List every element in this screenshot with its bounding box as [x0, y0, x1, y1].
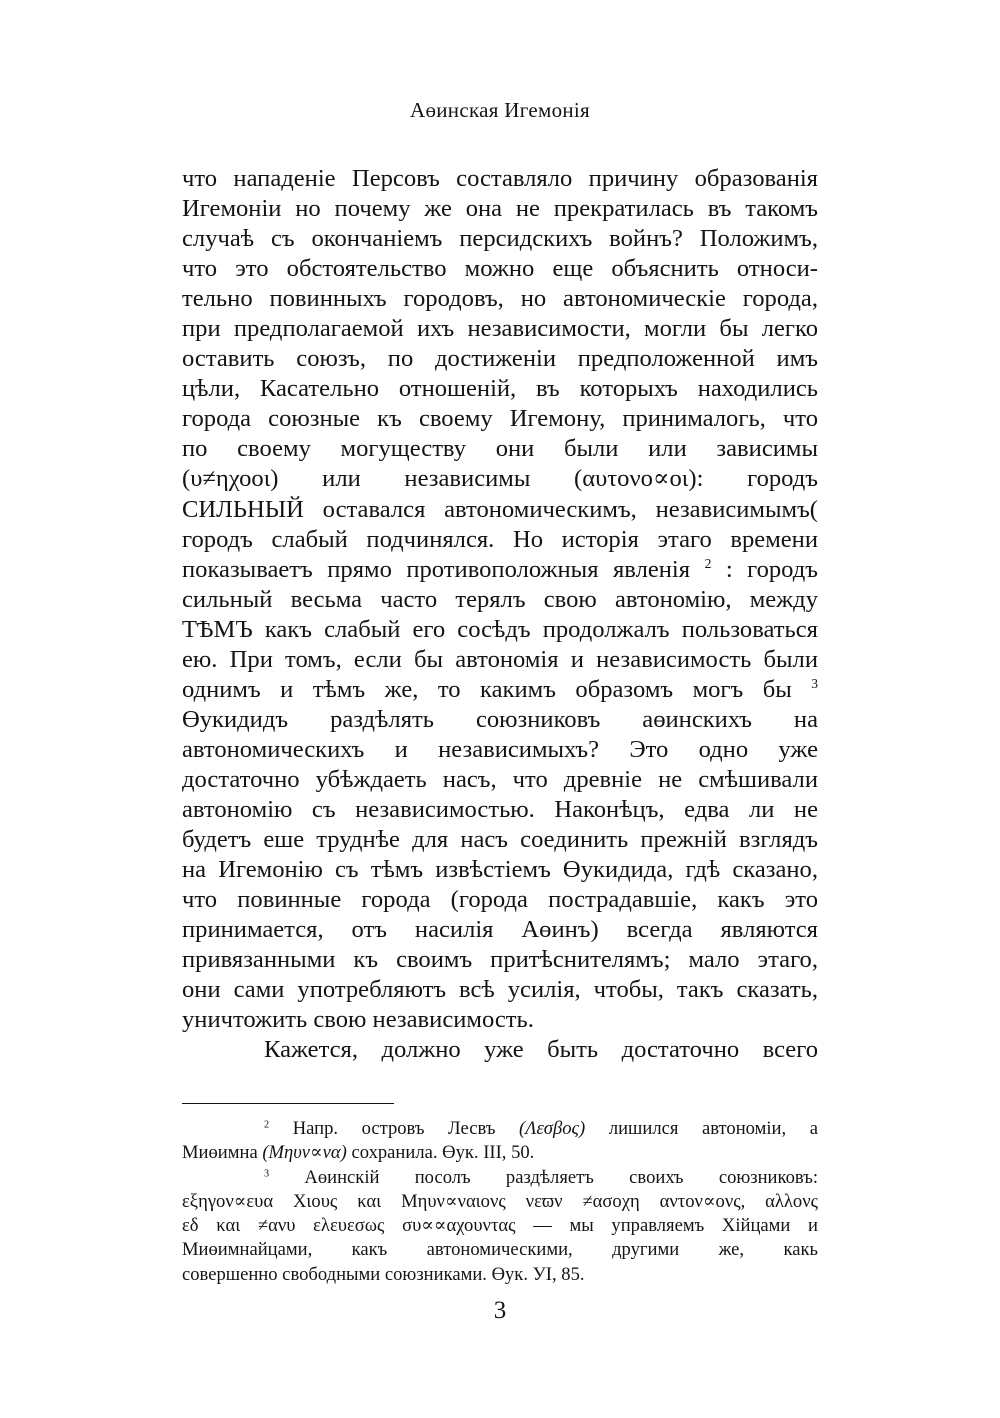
text-line: городъ слабый подчинялся. Но исторія этаго времени	[182, 525, 818, 553]
footnote-separator	[182, 1103, 394, 1104]
footnote-3-line: Миөимнайцами, какъ автономическими, другими же, какь	[182, 1239, 818, 1261]
footnote-number: 2	[264, 1119, 270, 1131]
text-line-part: показываетъ прямо противоположныя явленія	[182, 555, 691, 583]
footnote-3-greek-line: εδ και ≠ανυ ελευεσως συ∝∝αχουντας — мы управляемъ Хійцами и	[182, 1215, 818, 1237]
text-line: они сами употребляютъ всѣ усилія, чтобы, такъ сказать,	[182, 976, 818, 1004]
text-line: СИЛЬНЫЙ оставался автономическимъ, независимымъ(	[182, 495, 818, 523]
greek-term: (Λεσβος)	[519, 1118, 586, 1139]
text-line: ею. При томъ, если бы автономія и независимость были	[182, 645, 818, 673]
text-line: на Игемонію съ тѣмъ извѣстіемъ Өукидида, гдѣ сказано,	[182, 856, 818, 884]
footnote-3-line: $^3$ Аөинскій посолъ раздѣляетъ своихъ союзниковъ:	[264, 1166, 818, 1188]
paragraph-end-line: уничтожить свою независимость.	[182, 1006, 534, 1034]
footnote-number: 3	[264, 1167, 270, 1179]
text-line: цѣли, Касательно отношеній, въ которыхъ находились	[182, 375, 818, 403]
footnote-2-line: Миөимна (Μηυν∝να) сохранила. Өук. III, 50.	[182, 1142, 535, 1164]
text-line: автономическихъ и независимыхъ? Это одно уже	[182, 735, 818, 763]
main-text	[182, 164, 818, 1065]
running-header: Аөинская Игемонія	[409, 98, 591, 122]
text-line: что это обстоятельство можно еще объяснить относи-	[182, 255, 818, 283]
text-line: случаѣ съ окончаніемъ персидскихъ войнъ? Положимъ,	[182, 225, 818, 253]
footnote-3-greek-line: εξηγον∝ευα Χιους και Μηυν∝ναιονς νεϖν ≠ασοχη αντον∝ονς, αλλονς	[182, 1190, 818, 1212]
text-line: ТѢМЪ какъ слабый его сосѣдъ продолжалъ пользоваться	[182, 615, 818, 643]
greek-term: (Μηυν∝να)	[262, 1142, 347, 1164]
text-line: что повинные города (города пострадавшіе, какъ это	[182, 886, 818, 914]
text-line-with-footnote-ref	[182, 675, 818, 705]
footnote-ref-2[interactable]: 2	[704, 555, 712, 571]
text-line: при предполагаемой ихъ независимости, могли бы легко	[182, 315, 818, 343]
page-number: 3	[493, 1297, 507, 1324]
text-line: привязанными къ своимъ притѣснителямъ; мало этаго,	[182, 946, 818, 974]
footnote-2-line: $^2$ Напр. островъ Лесвъ (Λεσβος) лишился автономіи, а	[264, 1118, 818, 1139]
paragraph-start-line: Кажется, должно уже быть достаточно всего	[264, 1036, 818, 1064]
text-line: что нападеніе Персовъ составляло причину образованія	[182, 165, 818, 192]
text-line-with-footnote-ref	[182, 555, 818, 585]
footnote-3-line: совершенно свободными союзниками. Өук. УІ, 85.	[182, 1263, 585, 1285]
text-line: города союзные къ своему Игемону, принималогь, что	[182, 405, 818, 433]
text-line: Игемоніи но почему же она не прекратилась въ такомъ	[182, 195, 818, 223]
text-line-greek: (υ≠ηχοοι) или независимы (αυτονο∝οι): городъ	[182, 465, 818, 493]
text-line: достаточно убѣждаеть насъ, что древніе не смѣшивали	[182, 765, 818, 793]
text-line: сильный весьма часто терялъ свою автономію, между	[182, 585, 818, 613]
text-line: по своему могуществу они были или зависимы	[182, 435, 818, 463]
text-line-part: : городъ	[725, 555, 819, 583]
footnote-ref-3[interactable]: 3	[811, 676, 818, 692]
text-line: принимается, отъ насилія Аөинъ) всегда являются	[182, 916, 818, 944]
text-line: оставить союзъ, по достиженіи предположенной имъ	[182, 345, 818, 373]
text-line: автономію съ независимостью. Наконѣцъ, едва ли не	[182, 795, 818, 823]
text-line-part: однимъ и тѣмъ же, то какимъ образомъ могъ бы	[182, 675, 792, 703]
text-line: будетъ еше труднѣе для насъ соединить прежній взглядъ	[182, 826, 818, 854]
text-line: тельно повинныхъ городовъ, но автономическіе города,	[182, 285, 818, 313]
footnotes	[182, 1117, 818, 1287]
text-line: Өукидидъ раздѣлять союзниковъ аөинскихъ на	[182, 705, 818, 733]
